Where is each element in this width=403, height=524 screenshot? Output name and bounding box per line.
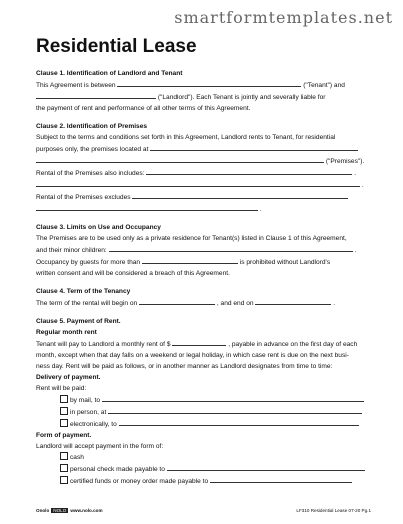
clause-5-heading: Clause 5. Payment of Rent. <box>36 318 121 325</box>
text: ("Tenant") and <box>303 82 345 89</box>
text: Occupancy by guests for more than <box>36 259 141 266</box>
clause-3-line-2: and their minor children: . <box>36 244 371 256</box>
delivery-option-person <box>36 406 371 418</box>
check-checkbox[interactable] <box>60 464 68 472</box>
text: cash <box>70 454 84 461</box>
mail-checkbox[interactable] <box>60 395 68 403</box>
text: in person, at <box>70 409 107 416</box>
includes-field-2[interactable] <box>36 179 360 187</box>
text: The term of the rental will begin on <box>36 300 138 307</box>
excludes-field[interactable] <box>132 191 348 199</box>
watermark: smartformtemplates.net <box>174 8 393 27</box>
cash-checkbox[interactable] <box>60 452 68 460</box>
footer-brand <box>36 508 103 513</box>
delivery-intro: Rent will be paid: <box>36 385 87 392</box>
clause-2-line-2 <box>36 143 371 155</box>
premises-address-field[interactable] <box>150 143 358 151</box>
text: . <box>333 300 336 307</box>
text: personal check made payable to <box>70 466 165 473</box>
clause-5-line-2: month, except when that day falls on a weekend or legal holiday, in which case rent is due on the next busi- <box>36 352 349 359</box>
electronic-checkbox[interactable] <box>60 419 68 427</box>
includes-field[interactable] <box>146 167 352 175</box>
clause-4-line-1 <box>36 297 371 309</box>
end-date-field[interactable] <box>255 297 331 305</box>
clause-2-line-4: Rental of the Premises also includes: . <box>36 167 371 179</box>
clause-1-line-2 <box>36 91 371 103</box>
text: , and end on <box>216 300 254 307</box>
text: ("Premises"). <box>325 158 365 165</box>
form-intro: Landlord will accept payment in the form of: <box>36 443 164 450</box>
clause-4-heading: Clause 4. Term of the Tenancy <box>36 288 131 295</box>
in-person-checkbox[interactable] <box>60 407 68 415</box>
clause-2-line-6 <box>36 191 371 203</box>
delivery-option-mail <box>36 394 371 406</box>
form-option-cash <box>36 452 371 463</box>
text: and their minor children: <box>36 247 107 254</box>
form-option-check <box>36 463 371 475</box>
text: Tenant will pay to Landlord a monthly rent of $ <box>36 341 171 348</box>
regular-rent-heading: Regular month rent <box>36 329 97 336</box>
clause-2-line-7: . <box>36 203 371 215</box>
clause-1-line-3: the payment of rent and performance of all other terms of this Agreement. <box>36 105 251 112</box>
check-payee-field[interactable] <box>167 463 365 471</box>
clause-5-line-3: ness day. Rent will be paid as follows, or in another manner as Landlord designates from time to time: <box>36 363 333 370</box>
monthly-rent-field[interactable] <box>172 338 226 346</box>
clause-2-line-1: Subject to the terms and conditions set forth in this Agreement, Landlord rents to Tenant, for residential <box>36 134 336 141</box>
clause-3-line-3 <box>36 256 371 268</box>
clause-3-line-4: written consent and will be considered a breach of this Agreement. <box>36 270 230 277</box>
document-title: Residential Lease <box>36 36 197 57</box>
nolo-logo-chip: NOLO <box>53 508 67 513</box>
text: This Agreement is between <box>36 82 116 89</box>
text: by mail, to <box>70 397 101 404</box>
certified-funds-checkbox[interactable] <box>60 476 68 484</box>
text: purposes only, the premises located at <box>36 146 149 153</box>
delivery-option-electronic <box>36 418 371 430</box>
text: Rental of the Premises excludes <box>36 194 131 201</box>
nolo-url: www.nolo.com <box>70 508 103 513</box>
clause-2-line-5: . <box>36 179 371 191</box>
clause-1-line-1 <box>36 79 371 91</box>
page-footer <box>36 508 371 513</box>
lease-body <box>36 64 371 487</box>
certified-payee-field[interactable] <box>210 475 352 483</box>
minor-children-field[interactable] <box>109 244 353 252</box>
excludes-field-2[interactable] <box>36 203 258 211</box>
text: Rental of the Premises also includes: <box>36 170 145 177</box>
text: electronically, to <box>70 421 117 428</box>
clause-3-line-1: The Premises are to be used only as a private residence for Tenant(s) listed in Clause 1 of this Agreement, <box>36 235 347 242</box>
clause-5-line-1 <box>36 338 371 350</box>
electronic-account-field[interactable] <box>119 418 359 426</box>
form-of-payment-heading: Form of payment. <box>36 432 92 439</box>
delivery-heading: Delivery of payment. <box>36 374 101 381</box>
mail-address-field[interactable] <box>102 394 364 402</box>
tenant-name-field[interactable] <box>117 79 301 87</box>
clause-2-heading: Clause 2. Identification of Premises <box>36 123 148 130</box>
in-person-address-field[interactable] <box>108 406 362 414</box>
landlord-name-field[interactable] <box>36 91 156 99</box>
clause-1-heading: Clause 1. Identification of Landlord and Tenant <box>36 70 183 77</box>
text: is prohibited without Landlord's <box>239 259 331 266</box>
text: ("Landlord"). Each Tenant is jointly and severally liable for <box>157 94 326 101</box>
nolo-logo-text: Onolo <box>36 508 50 513</box>
form-code: LF310 Residential Lease 07-20 Pg.1 <box>296 508 371 513</box>
text: , payable in advance on the first day of each <box>228 341 358 348</box>
text: certified funds or money order made payable to <box>70 478 209 485</box>
clause-2-line-3 <box>36 155 371 167</box>
guest-days-field[interactable] <box>142 256 238 264</box>
premises-address-field-2[interactable] <box>36 155 324 163</box>
form-option-certified <box>36 475 371 487</box>
start-date-field[interactable] <box>139 297 215 305</box>
clause-3-heading: Clause 3. Limits on Use and Occupancy <box>36 224 161 231</box>
